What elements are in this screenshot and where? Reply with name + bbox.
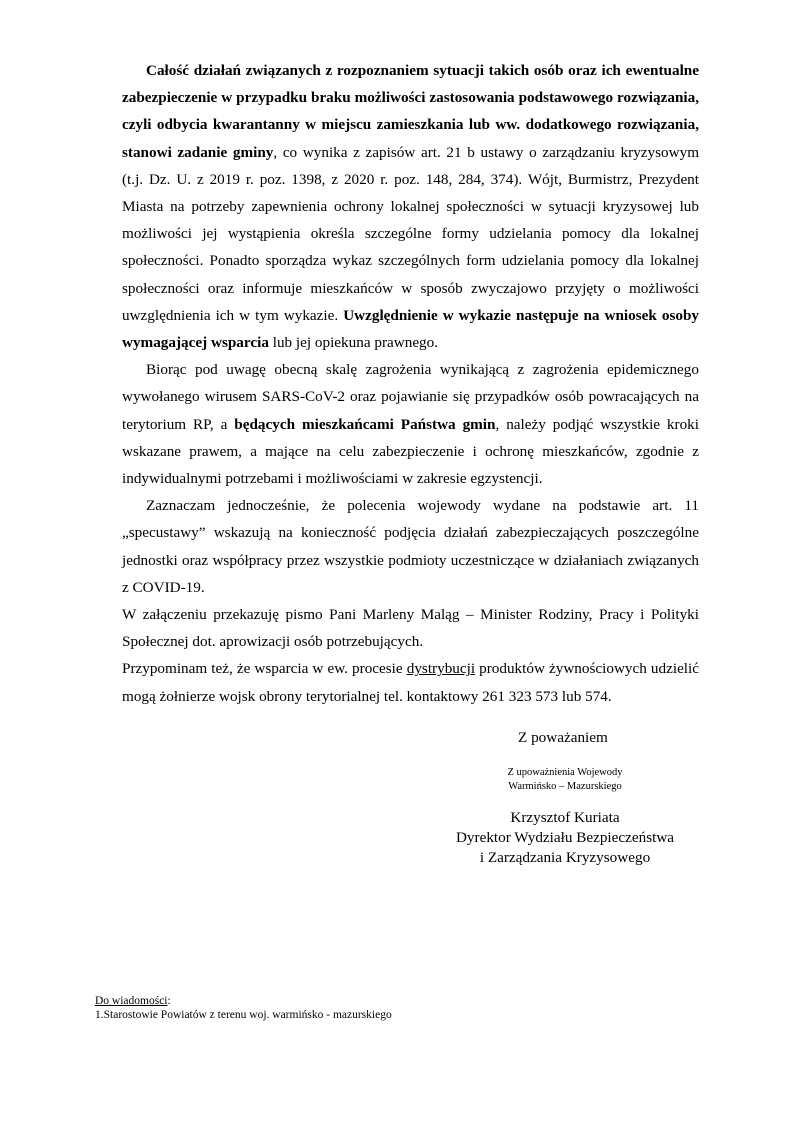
authorization-line-1: Z upoważnienia Wojewody — [507, 767, 623, 778]
distribution-heading — [95, 994, 392, 1008]
distribution-list — [95, 994, 392, 1022]
closing-salutation: Z poważaniem — [518, 729, 608, 746]
text-guardian: lub jej opiekuna prawnego. — [268, 334, 439, 352]
signer-title-2: i Zarządzania Kryzysowego — [479, 849, 651, 866]
distribution-colon: : — [167, 995, 171, 1007]
paragraph-gmina-task — [122, 57, 699, 356]
text-contact: produktów żywnościowych udzielić mogą żołnierze wojsk obrony terytorialnej tel. kontaktowy 261 323 573 lub 574. — [122, 660, 699, 705]
authorization-line-2: Warmińsko – Mazurskiego — [508, 780, 622, 792]
text-legal-basis: , co wynika z zapisów art. 21 b ustawy o zarządzaniu kryzysowym (t.j. Dz. U. z 2019 r. poz. 1398, z 2020 r. poz. 148, 284, 374). Wójt, Burmistrz, Prezydent Miasta na potrzeby zapewnienia ochrony lokalnej społeczności w sytuacji kryzysowej lub możliwości jej wystąpienia określa szczególne formy udzielania pomocy dla lokalnej społeczności. Ponadto sporządza wykaz szczególnych form udzielania pomocy dla lokalnej społeczności oraz informuje mieszkańców w sposób zwyczajowo przyjęty o możliwości uwzględnienia ich w tym wykazie. — [122, 143, 700, 324]
signature-block — [430, 808, 700, 868]
paragraph-attachment: W załączeniu przekazuję pismo Pani Marleny Maląg – Minister Rodziny, Pracy i Polityki Społecznej dot. aprowizacji osób potrzebujących. — [122, 606, 699, 651]
text-steps: , należy podjąć wszystkie kroki wskazane prawem, a mające na celu zabezpieczenie i ochronę mieszkańców, zgodnie z indywidualnymi potrzebami i możliwościami w zakresie egzystencji. — [122, 415, 699, 488]
signer-name: Krzysztof Kuriata — [510, 809, 620, 826]
bold-gmina-task: Całość działań związanych z rozpoznaniem sytuacji takich osób oraz ich ewentualne zabezpieczenie w przypadku braku możliwości zastosowania podstawowego rozwiązania, czyli odbycia kwarantanny w miejscu zamieszkania lub ww. dodatkowego rozwiązania, stanowi zadanie gminy — [122, 62, 699, 161]
paragraph-epidemic — [122, 356, 699, 492]
authorization-block — [480, 766, 650, 793]
paragraph-voivode-orders: Zaznaczam jednocześnie, że polecenia wojewody wydane na podstawie art. 11 „specustawy” wskazują na konieczność podjęcia działań zabezpieczających poszczególne jednostki oraz współpracy przez wszystkie podmioty uczestniczące w działaniach związanych z COVID-19. — [122, 497, 699, 596]
paragraph-territorial-army — [122, 655, 699, 709]
distribution-label: Do wiadomości — [95, 995, 168, 1007]
letter-body — [122, 57, 699, 710]
bold-request-requirement: Uwzględnienie w wykazie następuje na wniosek osoby wymagającej wsparcia — [122, 306, 699, 352]
text-epidemic: Biorąc pod uwagę obecną skalę zagrożenia wynikającą z zagrożenia epidemicznego wywołanego wirusem SARS-CoV-2 oraz pojawianie się przypadków osób powracających na terytorium RP, a — [122, 361, 699, 433]
bold-residents: będących mieszkańcami Państwa gmin — [234, 415, 496, 433]
underlined-distribution: dystrybucji — [406, 660, 476, 678]
text-reminder: Przypominam też, że wsparcia w ew. procesie — [122, 660, 407, 678]
distribution-item: 1.Starostowie Powiatów z terenu woj. warmińsko - mazurskiego — [95, 1009, 392, 1021]
signer-title-1: Dyrektor Wydziału Bezpieczeństwa — [455, 829, 675, 846]
